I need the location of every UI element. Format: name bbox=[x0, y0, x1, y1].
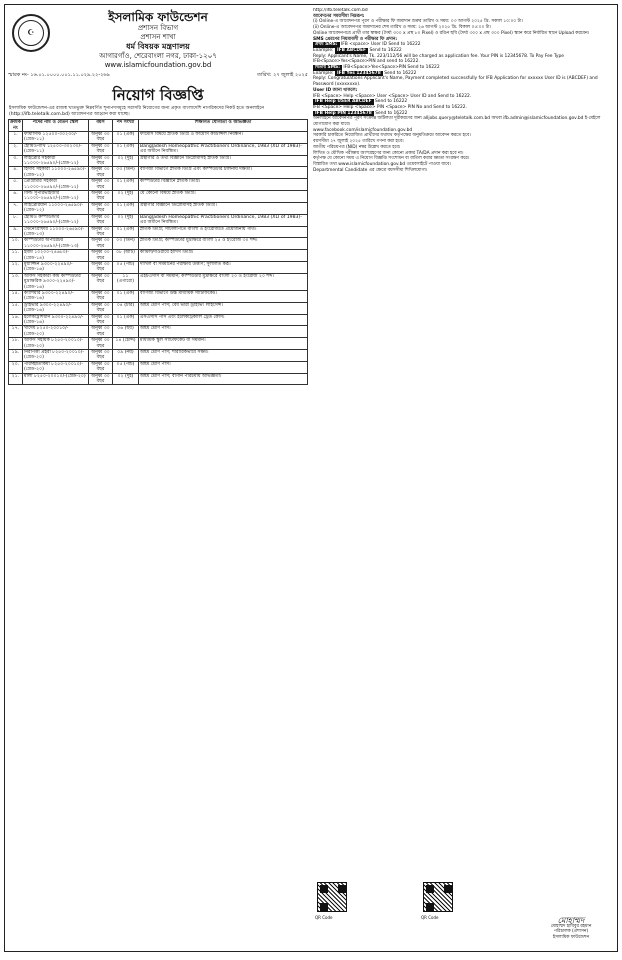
example2-send: Send to 16222 bbox=[384, 70, 417, 76]
cell-serial: ৪. bbox=[9, 167, 23, 179]
memo-date: তারিখ: ২৭ জুলাই ২০২৫ bbox=[257, 72, 308, 78]
cell-qualification: কামিল/দাওরায়ে হাদিস ডিগ্রি। bbox=[139, 250, 308, 262]
cell-serial: ১৫. bbox=[9, 302, 23, 314]
cell-age: অনূর্ধ্ব ৩০ বছর bbox=[89, 202, 113, 214]
cell-qualification: অষ্টম শ্রেণি পাস। bbox=[139, 361, 308, 373]
sms2-code: IFB<Space>Yes<Space>PIN bbox=[343, 65, 407, 71]
table-row bbox=[9, 302, 308, 314]
qr-label-1: QR Code bbox=[315, 915, 333, 920]
cell-qualification: এসএসসি পাস এবং ইলেকট্রিক্যাল ট্রেড কোর্স। bbox=[139, 314, 308, 326]
cell-post: ফার্মাসিস্ট ১২৫০০-৩০২৩০/-(গ্রেড-১১) bbox=[23, 132, 89, 144]
cell-age: অনূর্ধ্ব ৩০ বছর bbox=[89, 132, 113, 144]
example2-label: Example: bbox=[313, 70, 334, 76]
cell-age: অনূর্ধ্ব ৩০ বছর bbox=[89, 290, 113, 302]
instructions bbox=[313, 8, 614, 173]
cell-post: ইলেকট্রিশিয়ান ৯৩০০-২২৪৯০/-(গ্রেড-১৬) bbox=[23, 314, 89, 326]
cell-post: অফিস সহায়ক ৮২৫০-২০০১০/-(গ্রেড-২০) bbox=[23, 338, 89, 350]
cell-age: অনূর্ধ্ব ৩০ বছর bbox=[89, 314, 113, 326]
signature-mark: মোহাম্মদ bbox=[557, 916, 585, 925]
table-row bbox=[9, 238, 308, 250]
cell-count: ০২ (দুই) bbox=[113, 155, 139, 167]
cell-serial: ২. bbox=[9, 143, 23, 155]
cell-qualification: Bangladesh Homeopathic Practitioners Ordinance, 1983 (XLI of 1983)-এর অধীনে নিবন্ধিত। bbox=[139, 214, 308, 226]
cell-post: নিরাপত্তা প্রহরী ৮২৫০-২০০১০/-(গ্রেড-২০) bbox=[23, 350, 89, 362]
cell-count: ০৯ (নয়) bbox=[113, 350, 139, 362]
table-row bbox=[9, 361, 308, 373]
signatory-name: মোহাম্মদ হাবিবুর রহমান bbox=[550, 923, 592, 929]
cell-count: ০৮ (আট) bbox=[113, 250, 139, 262]
cell-qualification: গ্রন্থাগার বিজ্ঞানে ডিপ্লোমাসহ স্নাতক ডিগ্রি। bbox=[139, 202, 308, 214]
intro-text: ইসলামিক ফাউন্ডেশন-এর রাজস্ব খাতভুক্ত নিম্নবর্ণিত শূন্যপদসমূহে সরাসরি নিয়োগের জন্য প্রকৃত বাংলাদেশি নাগরিকদের নিকট হতে অনলাইনে (http://ifb.teletalk.com.bd) আবেদনপত্র আহ্বান করা যাচ্ছে। bbox=[9, 106, 265, 117]
facebook-link[interactable]: www.facebook.com/islamicfoundation.gov.bd bbox=[313, 127, 413, 133]
cell-post: হোমিওপ্যাথ ১২৫০০-৩০২৩০/-(গ্রেড-১১) bbox=[23, 143, 89, 155]
cell-post: খাদেম ৮২৫০-২০০১০/-(গ্রেড-২০) bbox=[23, 326, 89, 338]
sms2-label: দ্বিতীয় SMS: bbox=[315, 65, 340, 71]
cell-post: লাইব্রেরিয়ান ১১০০০-২৬৫৯০/-(গ্রেড-১২) bbox=[23, 202, 89, 214]
cell-qualification: স্নাতক ডিগ্রি; সাঁটলিপিতে বাংলা ও ইংরেজিতে প্রয়োজনীয় গতি। bbox=[139, 226, 308, 238]
signatory-designation: পরিচালক (প্রশাসন) bbox=[553, 929, 589, 934]
cell-serial: ১৮. bbox=[9, 338, 23, 350]
cell-post: অফিস সহকারী কাম কম্পিউটার মুদ্রাক্ষরিক ৯৩০০-২২৪৯০/-(গ্রেড-১৬) bbox=[23, 273, 89, 290]
cell-count: ০৫ (পাঁচ) bbox=[113, 361, 139, 373]
rule-item: কর্তৃপক্ষ যে কোনো সময় এ নিয়োগ বিজ্ঞপ্তি সংশোধন বা বাতিল করার ক্ষমতা সংরক্ষণ করে। bbox=[313, 156, 470, 162]
table-row bbox=[9, 214, 308, 226]
department: প্রশাসন বিভাগ bbox=[137, 24, 179, 32]
cell-age: অনূর্ধ্ব ৩০ বছর bbox=[89, 143, 113, 155]
cell-age: অনূর্ধ্ব ৩০ বছর bbox=[89, 155, 113, 167]
rule-item: Departmental Candidate এর ক্ষেত্রে বয়সসীমা শিথিলযোগ্য। bbox=[313, 167, 428, 173]
reply1: Reply: Applicant's Name, Tk. 223/112/56 will be charged as application fee. Your PIN is 12345678. To Pay Fee Type IFB<Space>Yes<Space>PIN and send to 16222. bbox=[313, 53, 564, 65]
lost2-example: IFB Help PIN 12345678 bbox=[315, 110, 372, 116]
memo-number: স্মারক নং- ১৬.০১.০০০০.০০১.১১.০২৯.২২-২৬৯ bbox=[8, 72, 110, 78]
table-row bbox=[9, 314, 308, 326]
example2-code: IFB Yes 12345678 bbox=[336, 70, 381, 76]
table-row bbox=[9, 155, 308, 167]
header-post: পদের নাম ও বেতন স্কেল bbox=[23, 120, 89, 132]
cell-count: ০১ (এক) bbox=[113, 290, 139, 302]
reply2: Reply: Congratulations Applicant's Name, Payment completed successfully for IFB Application for xxxxxx User ID is (ABCDEF) and Password (xxxxxxxx). bbox=[313, 76, 598, 88]
logo-emblem-icon: ☪ bbox=[18, 20, 44, 46]
rule-item: জাতীয় পরিচয়পত্র (NID) নম্বর উল্লেখ করতে হবে। bbox=[313, 144, 401, 150]
table-row bbox=[9, 350, 308, 362]
cell-post: কম্পিউটার অপারেটর ১১০০০-২৬৫৯০/-(গ্রেড-১৩) bbox=[23, 238, 89, 250]
cell-count: ০১ (এক) bbox=[113, 226, 139, 238]
rule-item: বয়সসীমা ২৭ জুলাই ২০২৫ তারিখে গণনা করা হবে। bbox=[313, 139, 404, 145]
cell-age: অনূর্ধ্ব ৩০ বছর bbox=[89, 214, 113, 226]
left-column bbox=[8, 8, 308, 948]
address: আগারগাঁও, শেরেবাংলা নগর, ঢাকা-১২০৭ bbox=[99, 52, 217, 60]
cell-age: অনূর্ধ্ব ৩০ বছর bbox=[89, 350, 113, 362]
cell-qualification: Bangladesh Homeopathic Practitioners Ordinance, 1983 (XLI of 1983)-এর অধীনে নিবন্ধিত। bbox=[139, 143, 308, 155]
table-row bbox=[9, 226, 308, 238]
sms2-send: Send to 16222 bbox=[407, 65, 440, 71]
cell-age: অনূর্ধ্ব ৩০ বছর bbox=[89, 191, 113, 203]
cell-serial: ১১. bbox=[9, 250, 23, 262]
sms1-send: Send to 16222 bbox=[388, 42, 421, 48]
table-row bbox=[9, 167, 308, 179]
cell-qualification: গ্রন্থাগার ও তথ্য বিজ্ঞানে ডিপ্লোমাসহ স্নাতক ডিগ্রি। bbox=[139, 155, 308, 167]
table-row bbox=[9, 202, 308, 214]
cell-count: ০২ (দুই) bbox=[113, 191, 139, 203]
table-row bbox=[9, 273, 308, 290]
cell-age: অনূর্ধ্ব ৩০ বছর bbox=[89, 167, 113, 179]
sms1-code: IFB <space> User ID bbox=[340, 42, 387, 48]
cell-qualification: অষ্টম শ্রেণি পাস; বাগান পরিচর্যায় অভিজ্ঞতা। bbox=[139, 373, 308, 385]
table-row bbox=[9, 290, 308, 302]
cell-post: ইমাম ১০২০০-২৪৬৮০/-(গ্রেড-১৪) bbox=[23, 250, 89, 262]
cell-age: অনূর্ধ্ব ৩০ বছর bbox=[89, 326, 113, 338]
cell-post: ফিল্ড সুপারভাইজার ১১০০০-২৬৫৯০/-(গ্রেড-১২) bbox=[23, 191, 89, 203]
example1-code: IFB ABCDEF bbox=[336, 47, 367, 53]
branch: প্রশাসন শাখা bbox=[140, 33, 176, 41]
example1-label: Example: bbox=[313, 47, 334, 53]
cell-count: ০২ (দুই) bbox=[113, 373, 139, 385]
cell-count: ০৩ (তিন) bbox=[113, 238, 139, 250]
cell-qualification: কম্পিউটার বিজ্ঞানে স্নাতক ডিগ্রি। bbox=[139, 179, 308, 191]
cell-qualification: মাধ্যমিক স্কুল সার্টিফিকেট বা সমমান। bbox=[139, 338, 308, 350]
cell-serial: ১৭. bbox=[9, 326, 23, 338]
cell-qualification: অষ্টম শ্রেণি পাস। bbox=[139, 326, 308, 338]
table-header-row bbox=[9, 120, 308, 132]
ministry: ধর্ম বিষয়ক মন্ত্রণালয় bbox=[126, 42, 190, 51]
schedule-heading: আবেদনের সময়সীমা নিম্নরূপ: bbox=[313, 13, 365, 19]
cell-age: অনূর্ধ্ব ৩০ বছর bbox=[89, 361, 113, 373]
cell-serial: ২১. bbox=[9, 373, 23, 385]
apply-website: http://ifb.teletalk.com.bd bbox=[313, 8, 368, 13]
cell-count: ১৪ (চৌদ্দ) bbox=[113, 338, 139, 350]
cell-count: ০১ (এক) bbox=[113, 179, 139, 191]
cell-qualification: অষ্টম শ্রেণি পাস; বৈধ ভারী ড্রাইভিং লাইসেন্স। bbox=[139, 302, 308, 314]
cell-post: মালী ৮২৫০-২০০১০/-(গ্রেড-২০) bbox=[23, 373, 89, 385]
rule-item: বিস্তারিত তথ্য www.islamicfoundation.gov.bd ওয়েবসাইটে পাওয়া যাবে। bbox=[313, 161, 451, 167]
table-row bbox=[9, 373, 308, 385]
cell-serial: ১৩. bbox=[9, 273, 23, 290]
cell-qualification: ফার্মেসি বিষয়ে স্নাতক ডিগ্রি ও ফার্মেসি কাউন্সিল নিবন্ধন। bbox=[139, 132, 308, 144]
org-name: ইসলামিক ফাউন্ডেশন bbox=[108, 10, 208, 24]
cell-count: ০৩ (তিন) bbox=[113, 167, 139, 179]
cell-qualification: এইচএসসি বা সমমান; কম্পিউটার মুদ্রাক্ষরে বাংলা ২০ ও ইংরেজি ২০ শব্দ। bbox=[139, 273, 308, 290]
cell-count: ১১ (এগারো) bbox=[113, 273, 139, 290]
online-end: (ii) Online-এ আবেদনপত্র জমাদানের শেষ তারিখ ও সময়: ২৬ আগস্ট ২০২৫ খ্রি. বিকাল ০৫:০০ টা। bbox=[313, 25, 491, 31]
cell-post: স্টেনোগ্রাফার ১১০০০-২৬৫৯০/-(গ্রেড-১৩) bbox=[23, 226, 89, 238]
rules-list bbox=[313, 133, 614, 173]
cell-serial: ১৬. bbox=[9, 314, 23, 326]
lost-heading: User ID জানা থাকলে: bbox=[313, 87, 358, 93]
cell-serial: ৮. bbox=[9, 214, 23, 226]
table-row bbox=[9, 261, 308, 273]
cell-serial: ১৪. bbox=[9, 290, 23, 302]
header bbox=[8, 10, 308, 84]
cell-count: ০১ (এক) bbox=[113, 143, 139, 155]
cell-serial: ১২. bbox=[9, 261, 23, 273]
lost2-send: Send to 16222 bbox=[375, 110, 408, 116]
cell-count: ০১ (এক) bbox=[113, 314, 139, 326]
table-row bbox=[9, 338, 308, 350]
cell-age: অনূর্ধ্ব ৩০ বছর bbox=[89, 261, 113, 273]
example1-send: Send to 16222 bbox=[369, 47, 402, 53]
foundation-logo bbox=[12, 14, 50, 52]
cell-post: প্রোগ্রামার সহকারী ১১০০০-২৬৫৯০/-(গ্রেড-১২) bbox=[23, 179, 89, 191]
cell-serial: ২০. bbox=[9, 361, 23, 373]
contact-info: অনলাইনে আবেদনপত্র পূরণ সংক্রান্ত জটিলতা দূরীকরণের জন্য alljobs.query@teletalk.com.bd অথবা ifb.admin@islamicfoundation.gov.bd ই-মেইলে যোগাযোগ করা যাবে। bbox=[313, 116, 601, 128]
table-row bbox=[9, 250, 308, 262]
ref-line bbox=[8, 72, 308, 80]
cell-serial: ১০. bbox=[9, 238, 23, 250]
cell-age: অনূর্ধ্ব ৩০ বছর bbox=[89, 373, 113, 385]
cell-age: অনূর্ধ্ব ৩০ বছর bbox=[89, 250, 113, 262]
signature-block bbox=[536, 918, 606, 940]
sms-heading: SMS প্রেরণের নিয়মাবলী ও পরীক্ষার ফি প্রদান: bbox=[313, 36, 398, 42]
right-column bbox=[313, 8, 614, 948]
cell-post: ক্যাশিয়ার ৯৩০০-২২৪৯০/-(গ্রেড-১৬) bbox=[23, 290, 89, 302]
cell-serial: ৯. bbox=[9, 226, 23, 238]
cell-post: পরিচ্ছন্নতাকর্মী ৮২৫০-২০০১০/-(গ্রেড-২০) bbox=[23, 361, 89, 373]
header-serial: ক্রমিক নং bbox=[10, 120, 21, 131]
cell-qualification: দাখিল বা সমমানের পরীক্ষায় উত্তীর্ণ; সুললিত কণ্ঠ। bbox=[139, 261, 308, 273]
cell-count: ০৬ (ছয়) bbox=[113, 326, 139, 338]
cell-count: ০৫ (পাঁচ) bbox=[113, 261, 139, 273]
lost1-example: IFB Help USER ABCDEF bbox=[315, 99, 372, 105]
cell-age: অনূর্ধ্ব ৩০ বছর bbox=[89, 273, 113, 290]
header-qualification: শিক্ষাগত যোগ্যতা ও অভিজ্ঞতা bbox=[139, 120, 308, 132]
table-row bbox=[9, 191, 308, 203]
job-circular bbox=[4, 4, 618, 952]
cell-age: অনূর্ধ্ব ৩০ বছর bbox=[89, 338, 113, 350]
posts-table bbox=[8, 119, 308, 385]
website: www.islamicfoundation.gov.bd bbox=[104, 61, 212, 69]
cell-qualification: স্নাতক ডিগ্রি; কম্পিউটার মুদ্রাক্ষরে বাংলা ২৫ ও ইংরেজি ৩০ শব্দ। bbox=[139, 238, 308, 250]
cell-post: মুয়াজ্জিন ৯৩০০-২২৪৯০/-(গ্রেড-১৬) bbox=[23, 261, 89, 273]
cell-qualification: যে কোনো বিষয়ে স্নাতক ডিগ্রি। bbox=[139, 191, 308, 203]
cell-serial: ৩. bbox=[9, 155, 23, 167]
cell-qualification: বাণিজ্য বিভাগে স্নাতক ডিগ্রি এবং কম্পিউটার চালনায় দক্ষতা। bbox=[139, 167, 308, 179]
cell-post: লাইব্রেরি সহকারী ১১০০০-২৬৫৯০/-(গ্রেড-১২) bbox=[23, 155, 89, 167]
cell-serial: ৭. bbox=[9, 202, 23, 214]
table-row bbox=[9, 132, 308, 144]
photo-rule: Online আবেদনপত্রে প্রার্থী তার স্বাক্ষর (দৈর্ঘ্য ৩০০ x প্রস্থ ৮০ Pixel) ও রঙিন ছবি (দৈর্ঘ্য ৩০০ x প্রস্থ ৩০০ Pixel) স্ক্যান করে নির্ধারিত স্থানে Upload করবেন। bbox=[313, 30, 590, 36]
page-title: নিয়োগ বিজ্ঞপ্তি bbox=[112, 86, 204, 104]
cell-count: ০২ (দুই) bbox=[113, 214, 139, 226]
lost1: IFB <Space> Help <Space> User <Space> User ID and Send to 16222. bbox=[313, 93, 472, 99]
sms1-label: প্রথম SMS: bbox=[315, 42, 338, 48]
qr-code-icon bbox=[423, 882, 453, 912]
cell-age: অনূর্ধ্ব ৩০ বছর bbox=[89, 238, 113, 250]
header-age: বয়স bbox=[89, 120, 113, 132]
cell-count: ০১ (এক) bbox=[113, 132, 139, 144]
cell-post: হোমিও কম্পাউন্ডার ১১০০০-২৬৫৯০/-(গ্রেড-১২) bbox=[23, 214, 89, 226]
cell-age: অনূর্ধ্ব ৩০ বছর bbox=[89, 226, 113, 238]
cell-age: অনূর্ধ্ব ৩০ বছর bbox=[89, 302, 113, 314]
cell-serial: ১৯. bbox=[9, 350, 23, 362]
rule-item: লিখিত ও মৌখিক পরীক্ষায় অংশগ্রহণের জন্য কোনো প্রকার TA/DA প্রদান করা হবে না। bbox=[313, 150, 464, 156]
cell-post: ড্রাইভার ৯৩০০-২২৪৯০/-(গ্রেড-১৬) bbox=[23, 302, 89, 314]
cell-post: হিসাব সহকারী ১১০০০-২৬৫৯০/-(গ্রেড-১২) bbox=[23, 167, 89, 179]
cell-count: ০১ (এক) bbox=[113, 202, 139, 214]
lost2: IFB <Space> Help <Space> PIN <Space> PIN No and Send to 16222. bbox=[313, 104, 467, 110]
cell-serial: ৫. bbox=[9, 179, 23, 191]
cell-qualification: বাণিজ্য বিভাগে উচ্চ মাধ্যমিক সার্টিফিকেট। bbox=[139, 290, 308, 302]
cell-serial: ১. bbox=[9, 132, 23, 144]
online-start: (i) Online-এ আবেদনপত্র পূরণ ও পরীক্ষার ফি জমাদান শুরুর তারিখ ও সময়: ০৩ আগস্ট ২০২৫ খ্রি. সকাল ১০:০০ টা। bbox=[313, 19, 523, 25]
cell-qualification: অষ্টম শ্রেণি পাস; শারীরিকভাবে সক্ষম। bbox=[139, 350, 308, 362]
header-count: পদ সংখ্যা bbox=[113, 120, 139, 132]
table-row bbox=[9, 179, 308, 191]
table-row bbox=[9, 143, 308, 155]
cell-serial: ৬. bbox=[9, 191, 23, 203]
qr-code-icon bbox=[317, 882, 347, 912]
signatory-org: ইসলামিক ফাউন্ডেশন bbox=[552, 934, 590, 940]
cell-count: ০৪ (চার) bbox=[113, 302, 139, 314]
table-row bbox=[9, 326, 308, 338]
qr-label-2: QR Code bbox=[421, 915, 439, 920]
cell-age: অনূর্ধ্ব ৩০ বছর bbox=[89, 179, 113, 191]
rule-item: সরকারি চাকরিতে নিয়োজিত প্রার্থীদের যথাযথ কর্তৃপক্ষের অনুমতিক্রমে আবেদন করতে হবে। bbox=[313, 133, 471, 139]
lost1-send: Send to 16222 bbox=[375, 99, 408, 105]
